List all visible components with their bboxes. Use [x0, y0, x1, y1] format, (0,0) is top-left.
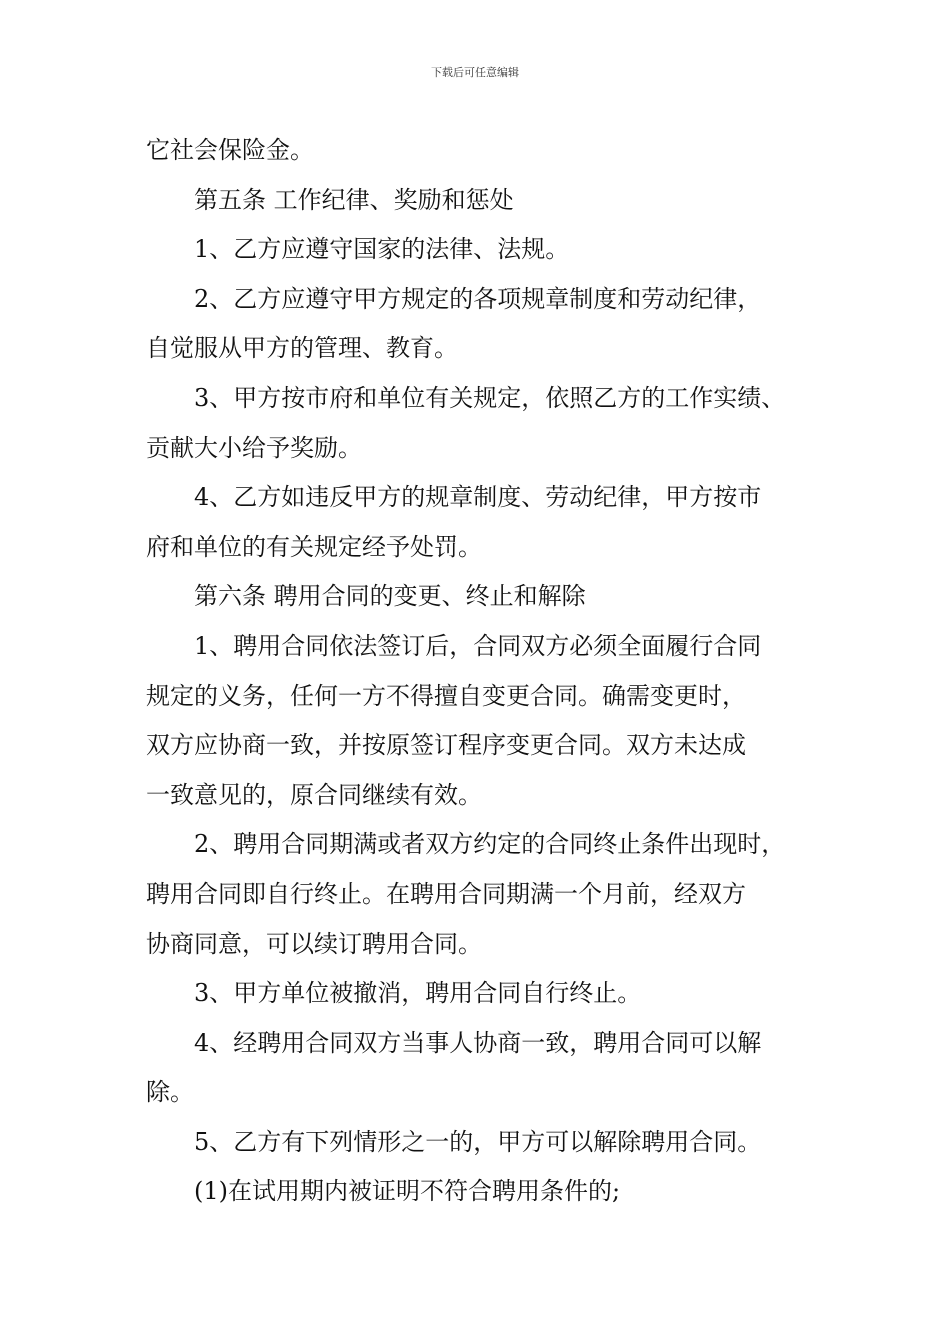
text-line: 聘用合同即自行终止。在聘用合同期满一个月前，经双方 — [146, 879, 746, 908]
document-body — [146, 126, 826, 1217]
text-line: (1)在试用期内被证明不符合聘用条件的; — [194, 1177, 621, 1206]
text-line: 第六条 聘用合同的变更、终止和解除 — [194, 582, 586, 611]
text-line: 一致意见的，原合同继续有效。 — [146, 780, 482, 809]
text-line: 协商同意，可以续订聘用合同。 — [146, 929, 482, 958]
text-line: 4、经聘用合同双方当事人协商一致，聘用合同可以解 — [194, 1028, 762, 1057]
text-line: 府和单位的有关规定经予处罚。 — [146, 532, 482, 561]
text-line: 贡献大小给予奖励。 — [146, 433, 362, 462]
text-line: 4、乙方如违反甲方的规章制度、劳动纪律，甲方按市 — [194, 483, 762, 512]
text-line: 除。 — [146, 1078, 194, 1107]
text-line: 规定的义务，任何一方不得擅自变更合同。确需变更时， — [146, 681, 746, 710]
text-line: 它社会保险金。 — [146, 136, 314, 164]
text-line: 1、乙方应遵守国家的法律、法规。 — [194, 235, 570, 264]
text-line: 2、乙方应遵守甲方规定的各项规章制度和劳动纪律， — [194, 284, 762, 313]
text-line: 3、甲方单位被撤消，聘用合同自行终止。 — [194, 979, 642, 1008]
text-line: 第五条 工作纪律、奖励和惩处 — [194, 185, 514, 214]
page-header: 下载后可任意编辑 — [431, 66, 519, 79]
text-line: 双方应协商一致，并按原签订程序变更合同。双方未达成 — [146, 731, 746, 760]
text-line: 5、乙方有下列情形之一的，甲方可以解除聘用合同。 — [194, 1127, 762, 1156]
text-line: 3、甲方按市府和单位有关规定，依照乙方的工作实绩、 — [194, 383, 786, 412]
text-line: 2、聘用合同期满或者双方约定的合同终止条件出现时， — [194, 830, 786, 859]
text-line: 1、聘用合同依法签订后，合同双方必须全面履行合同 — [194, 631, 762, 660]
text-line: 自觉服从甲方的管理、教育。 — [146, 334, 458, 363]
